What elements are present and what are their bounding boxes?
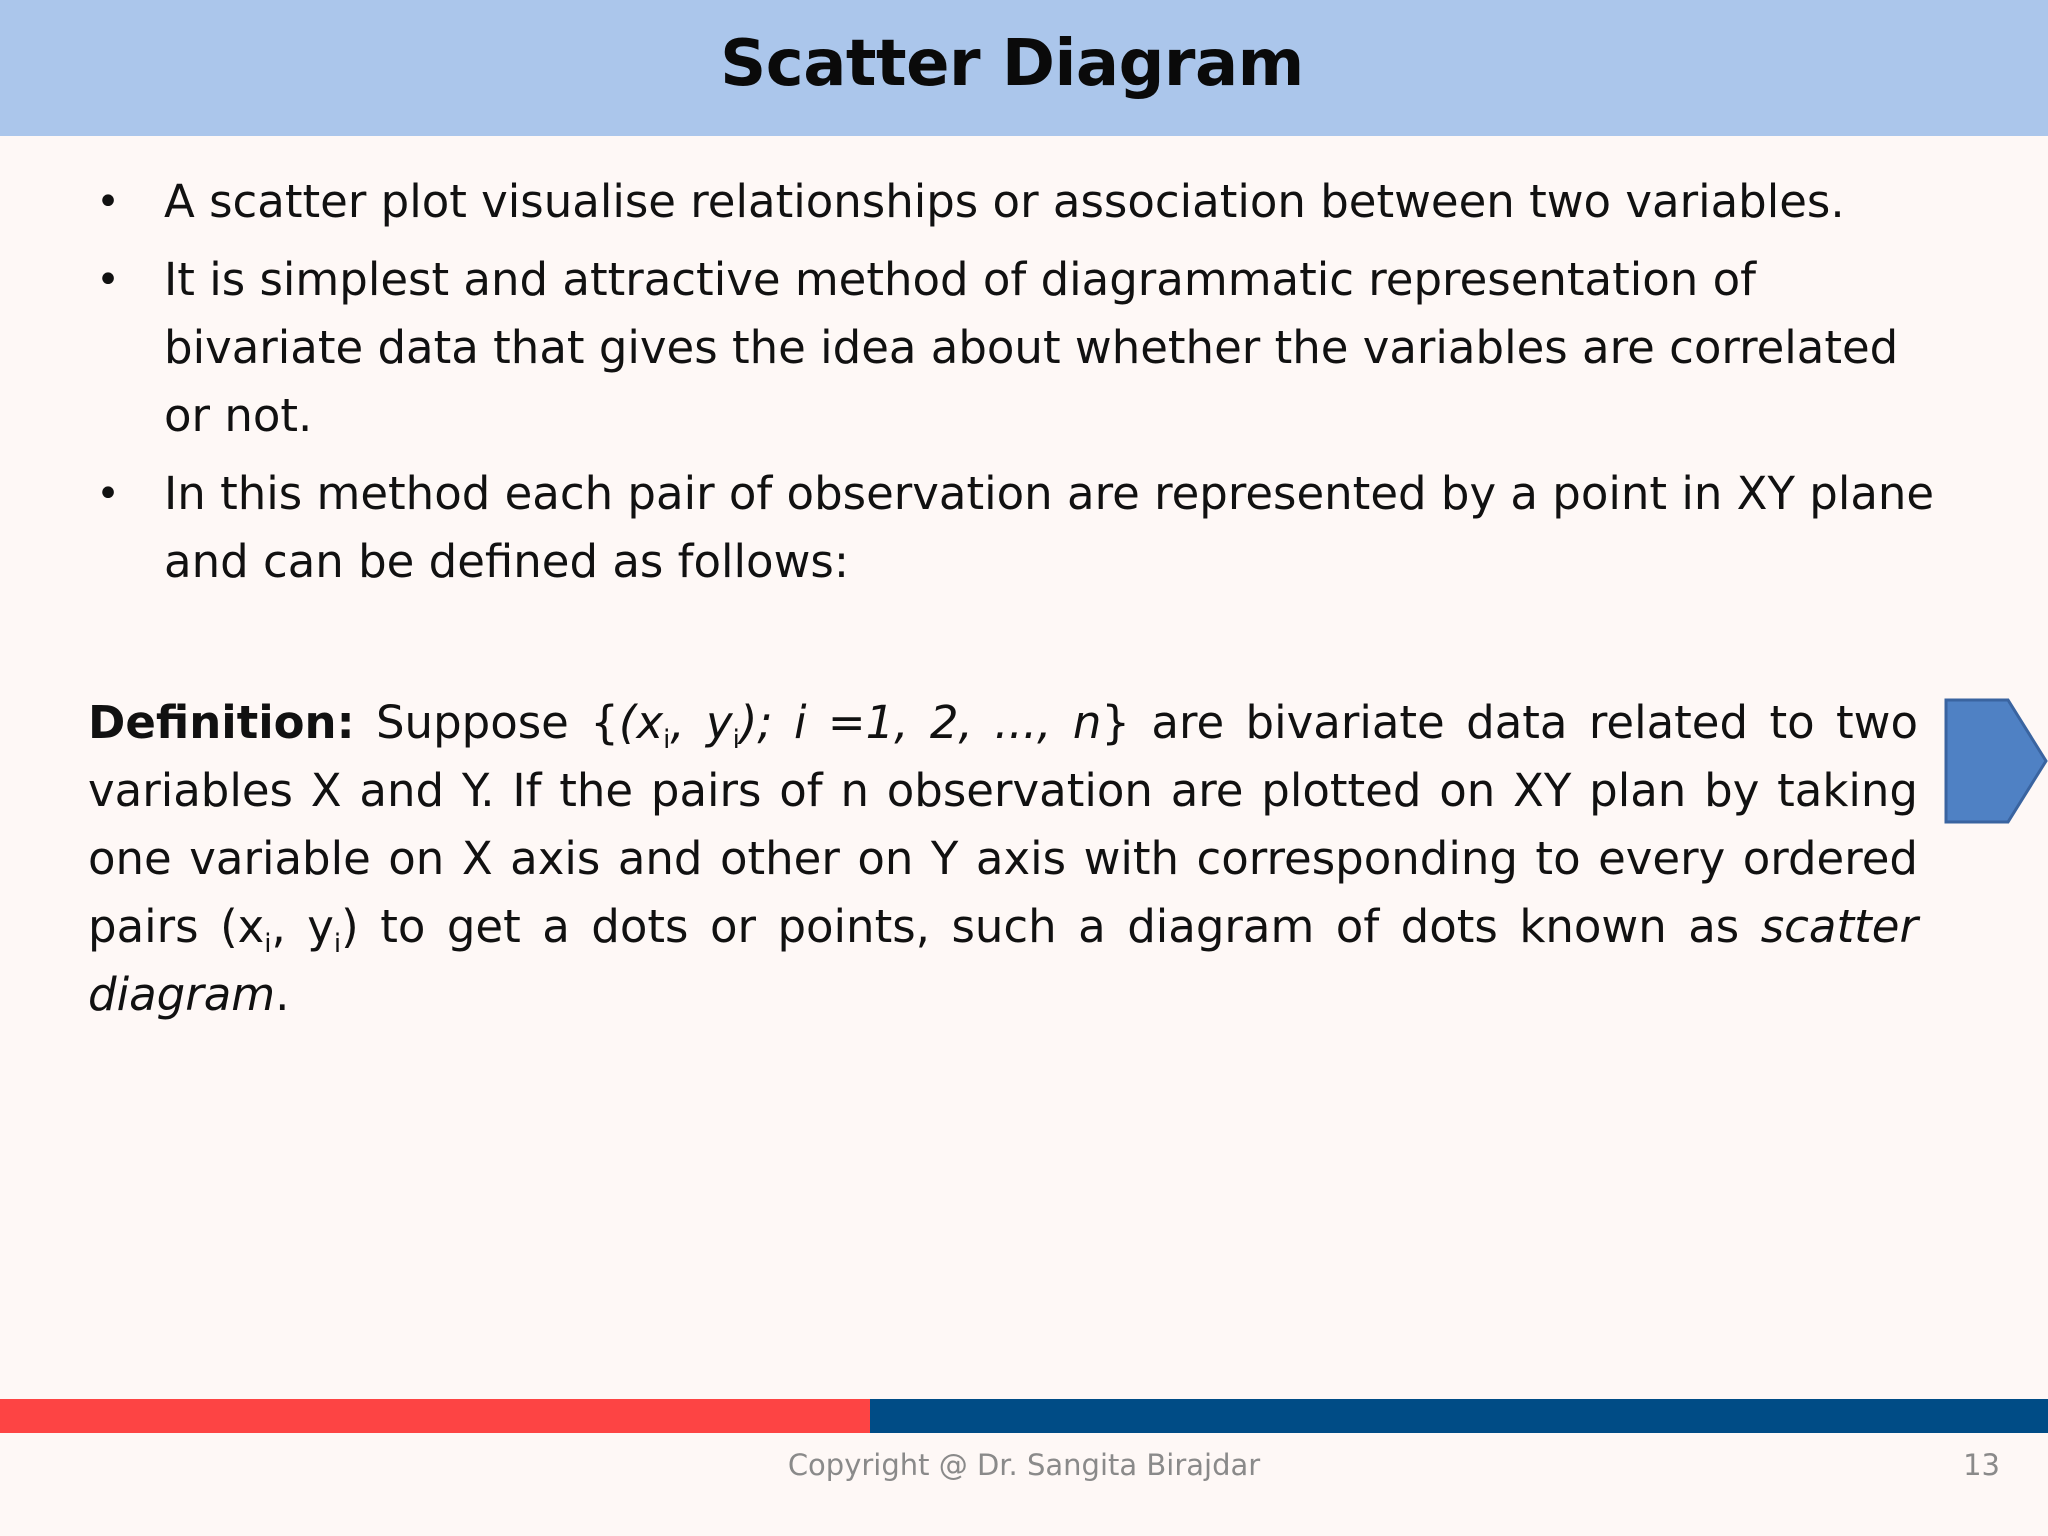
definition-label: Definition:	[88, 696, 355, 749]
next-arrow-icon[interactable]	[1944, 698, 2048, 824]
subscript-i: i	[264, 929, 272, 959]
bullet-text: It is simplest and attractive method of diagrammatic representation of bivariate data that gives the idea about whether the variables are correlated or not.	[164, 253, 1899, 442]
subscript-i: i	[732, 725, 740, 755]
bullet-text: A scatter plot visualise relationships or association between two variables.	[164, 175, 1845, 228]
bullet-item	[96, 460, 1956, 596]
definition-text: ) to get a dots or points, such a diagram of dots known as	[341, 900, 1761, 953]
definition-emphasis: scatter diagram	[88, 900, 1918, 1021]
definition-paragraph	[88, 689, 1918, 1029]
bullet-dot: •	[96, 179, 120, 225]
definition-text: Suppose {	[375, 696, 619, 749]
title-banner	[0, 0, 2048, 136]
copyright-footer: Copyright @ Dr. Sangita Birajdar	[787, 1448, 1261, 1482]
bullet-text: In this method each pair of observation are represented by a point in XY plane and can be defined as follows:	[164, 467, 1935, 588]
bullet-list	[96, 168, 1956, 606]
definition-math: (x	[618, 696, 664, 749]
subscript-i: i	[333, 929, 342, 959]
page-number: 13	[1963, 1448, 2000, 1482]
bullet-dot: •	[96, 257, 120, 303]
definition-text: .	[275, 968, 290, 1021]
footer-bar-blue	[870, 1399, 2048, 1433]
slide-title: Scatter Diagram	[720, 27, 1304, 101]
bullet-dot: •	[96, 471, 120, 517]
definition-text: , y	[271, 900, 334, 953]
subscript-i: i	[663, 725, 671, 755]
definition-text: } are bivariate data related to two variables X and Y. If the pairs of n observation are plotted on XY plan by taking one variable on X axis and other on Y axis with corresponding to every ordered pairs (x	[88, 696, 1918, 953]
bullet-item	[96, 246, 1956, 450]
bullet-item	[96, 168, 1956, 236]
definition-math: ); i =1, 2, ..., n	[739, 696, 1102, 749]
definition-math: , y	[670, 696, 733, 749]
footer-bar-red	[0, 1399, 870, 1433]
